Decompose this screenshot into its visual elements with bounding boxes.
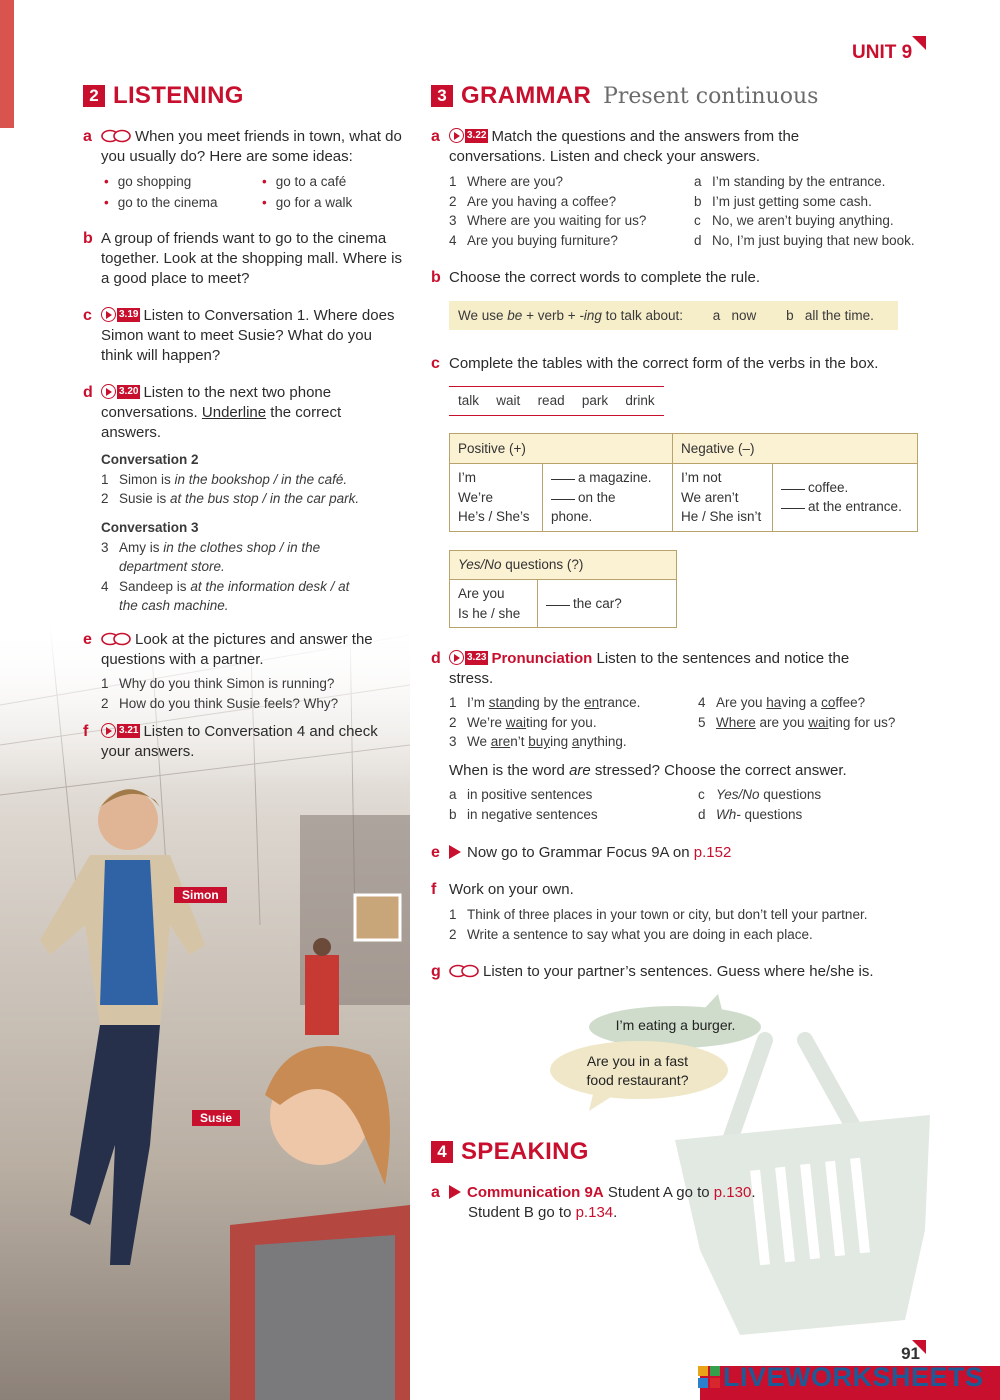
answer-item[interactable]: b I’m just getting some cash. (694, 193, 872, 209)
positive-subjects: I’m We’re He’s / She’s (450, 464, 543, 532)
task-letter: c (83, 307, 92, 324)
task-letter: e (431, 844, 440, 861)
example-bubble-statement: I’m eating a burger. (615, 1017, 736, 1033)
unit-label: UNIT 9 (852, 42, 913, 63)
list-item[interactable]: 4 Sandeep is at the information desk / at the cash machine. (101, 578, 350, 613)
discussion-questions (101, 674, 401, 713)
answer-blank[interactable] (546, 605, 570, 606)
speech-bubbles-icon (101, 632, 131, 646)
match-questions (449, 172, 689, 250)
brand-text: LIVEWORKSHEETS (723, 1362, 984, 1392)
stress-sentences-right (698, 693, 918, 732)
list-item: 3 We aren’t buying anything. (449, 734, 627, 749)
arrow-icon (449, 1185, 461, 1199)
list-item: 1 I’m standing by the entrance. (449, 695, 641, 710)
task-letter: e (83, 631, 92, 648)
play-icon (449, 128, 464, 143)
simon-label: Simon (174, 887, 227, 903)
option-c[interactable]: c Yes/No questions (698, 787, 822, 802)
listening-task-f: f 3.21 Listen to Conversation 4 and check your answers. (83, 723, 378, 760)
speaking-heading (431, 1138, 589, 1166)
idea-item: • go for a walk (262, 193, 412, 213)
task-letter: b (431, 269, 441, 286)
play-icon (101, 384, 116, 399)
speech-bubbles-icon (449, 964, 479, 978)
list-item: 5 Where are you waiting for us? (698, 714, 896, 730)
listening-task-d: d 3.20 Listen to the next two phone conversations. Underline the correct answers. (83, 384, 342, 441)
listening-task-e: e Look at the pictures and answer the questions with a partner. (83, 631, 373, 668)
listening-task-b: b A group of friends want to go to the cinema together. Look at the shopping mall. Where is a good place to meet? (83, 230, 403, 287)
question-subjects: Are you Is he / she (450, 580, 538, 628)
audio-track-button[interactable]: 3.23 (449, 650, 488, 665)
list-item: 2 How do you think Susie feels? Why? (101, 695, 339, 711)
answer-item[interactable]: d No, I’m just buying that new book. (694, 232, 915, 248)
listening-task-a: a When you meet friends in town, what do you usually do? Here are some ideas: (83, 128, 402, 165)
grammar-task-g: g Listen to your partner’s sentences. Guess where he/she is. (431, 963, 874, 980)
section-title: GRAMMAR (461, 82, 592, 109)
conversation-2-block (101, 446, 401, 509)
play-icon (101, 307, 116, 322)
question-item[interactable]: 1 Where are you? (449, 174, 564, 189)
section-number: 2 (83, 85, 105, 107)
option-b[interactable]: b in negative sentences (449, 806, 598, 822)
listening-task-c: c 3.19 Listen to Conversation 1. Where does Simon want to meet Susie? What do you think will happen? (83, 307, 395, 364)
list-item[interactable]: 2 Susie is at the bus stop / in the car park. (101, 491, 360, 506)
verb-item: wait (496, 393, 521, 408)
task-letter: a (431, 1184, 440, 1201)
page-edge-decoration (0, 0, 14, 128)
audio-track-button[interactable]: 3.21 (101, 723, 140, 738)
conversation-heading: Conversation 2 (101, 452, 199, 467)
logo-mark-icon (698, 1366, 720, 1388)
grammar-task-c: c Complete the tables with the correct form of the verbs in the box. (431, 355, 879, 372)
task-letter: d (431, 650, 441, 667)
task-letter: f (431, 881, 437, 898)
section-number: 3 (431, 85, 453, 107)
audio-track-button[interactable]: 3.20 (101, 384, 140, 399)
verb-item: park (581, 393, 609, 408)
question-answer-cell[interactable]: the car? (538, 580, 677, 628)
list-item: 1 Why do you think Simon is running? (101, 676, 335, 691)
idea-item: • go to the cinema (104, 193, 262, 213)
list-item[interactable]: 1 Simon is in the bookshop / in the café. (101, 471, 348, 487)
page-link[interactable]: p.152 (693, 844, 732, 861)
page-link[interactable]: p.130 (713, 1184, 752, 1201)
idea-item: • go to a café (262, 172, 412, 192)
verb-item: read (537, 393, 565, 408)
listening-heading (83, 82, 244, 110)
task-letter: a (431, 128, 440, 145)
section-title: LISTENING (113, 82, 244, 109)
negative-subjects: I’m not We aren’t He / She isn’t (673, 464, 773, 532)
questions-header: Yes/No questions (?) (450, 551, 677, 580)
grammar-task-e: e Now go to Grammar Focus 9A on p.152 (431, 844, 732, 861)
task-letter: d (83, 384, 93, 401)
list-item: 4 Are you having a coffee? (698, 695, 866, 710)
rule-option-b[interactable]: b all the time. (786, 308, 874, 323)
verb-item: drink (625, 393, 655, 408)
task-letter: f (83, 723, 89, 740)
audio-track-button[interactable]: 3.22 (449, 128, 488, 143)
list-item: 2 Write a sentence to say what you are doing in each place. (449, 926, 813, 942)
arrow-icon (449, 845, 461, 859)
grammar-task-b: b Choose the correct words to complete the rule. (431, 269, 760, 286)
answer-item[interactable]: c No, we aren’t buying anything. (694, 213, 894, 228)
stress-question: When is the word are stressed? Choose the correct answer. (449, 762, 847, 779)
page-link[interactable]: p.134 (575, 1204, 614, 1221)
negative-answer-cell[interactable]: coffee. at the entrance. (773, 464, 918, 532)
grammar-task-f: f Work on your own. (431, 881, 574, 898)
susie-label: Susie (192, 1110, 240, 1126)
option-a[interactable]: a in positive sentences (449, 787, 593, 802)
list-item: 2 We’re waiting for you. (449, 714, 597, 730)
grammar-heading (431, 82, 818, 110)
positive-answer-cell[interactable]: a magazine. on the phone. (543, 464, 673, 532)
section-number: 4 (431, 1141, 453, 1163)
example-bubble-question: Are you in a fast food restaurant? (586, 1053, 689, 1088)
rule-box: We use be + verb + -ing to talk about: a now b all the time. (449, 301, 898, 330)
verb-item: talk (458, 393, 480, 408)
match-answers (694, 172, 934, 250)
option-d[interactable]: d Wh- questions (698, 806, 803, 822)
stress-options (449, 785, 919, 824)
work-alone-list (449, 905, 919, 944)
list-item: 1 Think of three places in your town or city, but don’t tell your partner. (449, 907, 868, 922)
answer-item[interactable]: a I’m standing by the entrance. (694, 174, 886, 189)
list-item[interactable]: 3 Amy is in the clothes shop / in the department store. (101, 539, 321, 574)
question-item[interactable]: 2 Are you having a coffee? (449, 193, 617, 209)
negative-header: Negative (–) (673, 434, 918, 464)
verb-box (449, 386, 664, 416)
conversation-3-block (101, 514, 371, 616)
question-item[interactable]: 3 Where are you waiting for us? (449, 213, 647, 228)
idea-item: • go shopping (104, 172, 262, 192)
rule-option-a[interactable]: a now (712, 308, 757, 323)
corner-triangle-icon (912, 1340, 926, 1354)
page-number: 91 (901, 1344, 920, 1363)
section-title: SPEAKING (461, 1138, 589, 1165)
questions-table (449, 550, 677, 628)
ideas-list (104, 172, 412, 212)
answer-blank[interactable] (781, 489, 805, 490)
speech-bubbles-icon (101, 129, 131, 143)
task-letter: a (83, 128, 92, 145)
stress-sentences-left (449, 693, 694, 752)
task-letter: c (431, 355, 440, 372)
question-item[interactable]: 4 Are you buying furniture? (449, 232, 618, 248)
answer-blank[interactable] (551, 479, 575, 480)
play-icon (101, 723, 116, 738)
answer-blank[interactable] (781, 508, 805, 509)
conversation-heading: Conversation 3 (101, 520, 199, 535)
speaking-task-a: a Communication 9A Student A go to p.130. Student B go to p.134. (431, 1184, 756, 1221)
grammar-task-d: d 3.23 Pronunciation Listen to the sentences and notice the stress. (431, 650, 850, 687)
positive-negative-table (449, 433, 918, 532)
section-subtitle: Present continuous (603, 83, 819, 109)
task-letter: b (83, 230, 93, 247)
audio-track-button[interactable]: 3.19 (101, 307, 140, 322)
positive-header: Positive (+) (450, 434, 673, 464)
corner-triangle-icon (912, 36, 926, 50)
play-icon (449, 650, 464, 665)
liveworksheets-logo[interactable] (698, 1362, 984, 1392)
answer-blank[interactable] (551, 499, 575, 500)
task-letter: g (431, 963, 441, 980)
grammar-task-a: a 3.22 Match the questions and the answers from the conversations. Listen and check your answers. (431, 128, 800, 165)
